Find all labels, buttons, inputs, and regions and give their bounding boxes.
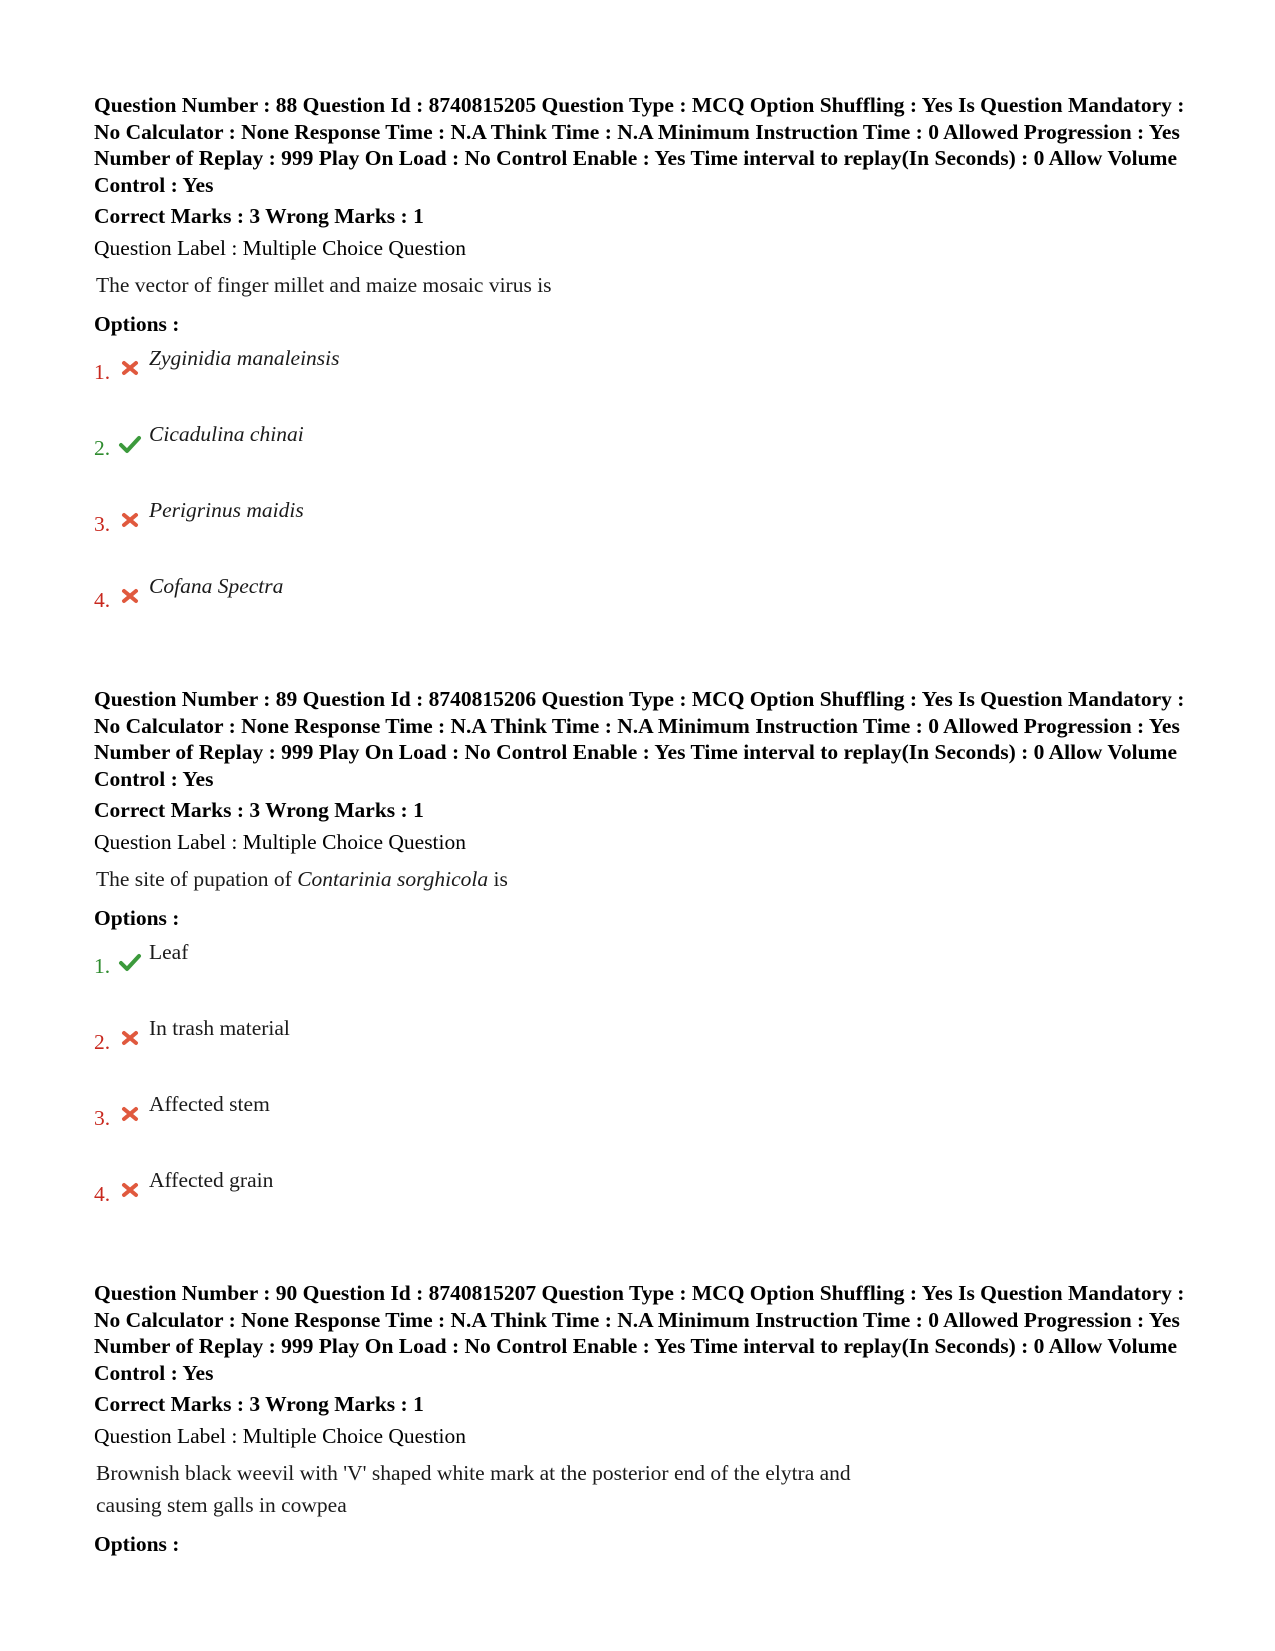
question-text — [94, 1457, 1194, 1521]
options-heading: Options : — [94, 1532, 180, 1556]
option-text: Cofana Spectra — [149, 574, 284, 598]
cross-icon — [118, 357, 142, 379]
question-text-line: causing stem galls in cowpea — [96, 1493, 347, 1517]
option-number: 4. — [94, 1182, 111, 1206]
question-text-suffix: is — [488, 867, 508, 891]
option-text: Perigrinus maidis — [149, 498, 304, 522]
option-number: 1. — [94, 360, 111, 384]
option-text: Leaf — [149, 940, 189, 964]
question-meta: Question Number : 90 Question Id : 8740815207 Question Type : MCQ Option Shuffling : Yes Is Question Mandatory : No Calculator : None Response Time : N.A Think Time : N.A Minimum Instruction Time : 0 Allowed Progression : Yes Number of Replay : 999 Play On Load : No Control Enable : Yes Time interval to replay(In Seconds) : 0 Allow Volume Control : Yes — [94, 1281, 1185, 1385]
question-label: Question Label : Multiple Choice Question — [94, 830, 467, 854]
option-item — [94, 489, 1194, 565]
cross-icon — [118, 1103, 142, 1125]
checkmark-icon — [118, 951, 142, 973]
option-number: 3. — [94, 512, 111, 536]
option-number: 2. — [94, 436, 111, 460]
question-label: Question Label : Multiple Choice Question — [94, 1424, 467, 1448]
cross-icon — [118, 1027, 142, 1049]
option-item — [94, 1159, 1194, 1235]
question-90 — [94, 1280, 1194, 1557]
option-text: In trash material — [149, 1016, 290, 1040]
options-list — [94, 931, 1194, 1235]
option-item — [94, 1083, 1194, 1159]
option-number: 4. — [94, 588, 111, 612]
question-meta: Question Number : 89 Question Id : 8740815206 Question Type : MCQ Option Shuffling : Yes Is Question Mandatory : No Calculator : None Response Time : N.A Think Time : N.A Minimum Instruction Time : 0 Allowed Progression : Yes Number of Replay : 999 Play On Load : No Control Enable : Yes Time interval to replay(In Seconds) : 0 Allow Volume Control : Yes — [94, 687, 1185, 791]
cross-icon — [118, 509, 142, 531]
option-text: Affected grain — [149, 1168, 274, 1192]
option-text: Zyginidia manaleinsis — [149, 346, 340, 370]
option-item — [94, 565, 1194, 641]
option-text: Cicadulina chinai — [149, 422, 304, 446]
question-text-line: Brownish black weevil with 'V' shaped white mark at the posterior end of the elytra and — [96, 1461, 851, 1485]
option-item — [94, 337, 1194, 413]
checkmark-icon — [118, 433, 142, 455]
option-item — [94, 1007, 1194, 1083]
question-meta: Question Number : 88 Question Id : 8740815205 Question Type : MCQ Option Shuffling : Yes Is Question Mandatory : No Calculator : None Response Time : N.A Think Time : N.A Minimum Instruction Time : 0 Allowed Progression : Yes Number of Replay : 999 Play On Load : No Control Enable : Yes Time interval to replay(In Seconds) : 0 Allow Volume Control : Yes — [94, 93, 1185, 197]
question-text-species: Contarinia sorghicola — [297, 867, 489, 891]
question-89 — [94, 686, 1194, 1235]
question-marks: Correct Marks : 3 Wrong Marks : 1 — [94, 798, 424, 822]
options-list — [94, 337, 1194, 641]
question-text-prefix: The site of pupation of — [96, 867, 298, 891]
cross-icon — [118, 1179, 142, 1201]
options-heading: Options : — [94, 906, 180, 930]
option-item — [94, 931, 1194, 1007]
option-number: 1. — [94, 954, 111, 978]
question-marks: Correct Marks : 3 Wrong Marks : 1 — [94, 204, 424, 228]
question-label: Question Label : Multiple Choice Question — [94, 236, 467, 260]
options-heading: Options : — [94, 312, 180, 336]
question-marks: Correct Marks : 3 Wrong Marks : 1 — [94, 1392, 424, 1416]
cross-icon — [118, 585, 142, 607]
question-text: The vector of finger millet and maize mosaic virus is — [96, 273, 552, 297]
question-88 — [94, 92, 1194, 641]
option-text: Affected stem — [149, 1092, 270, 1116]
option-item — [94, 413, 1194, 489]
option-number: 2. — [94, 1030, 111, 1054]
option-number: 3. — [94, 1106, 111, 1130]
question-text — [94, 863, 1194, 895]
